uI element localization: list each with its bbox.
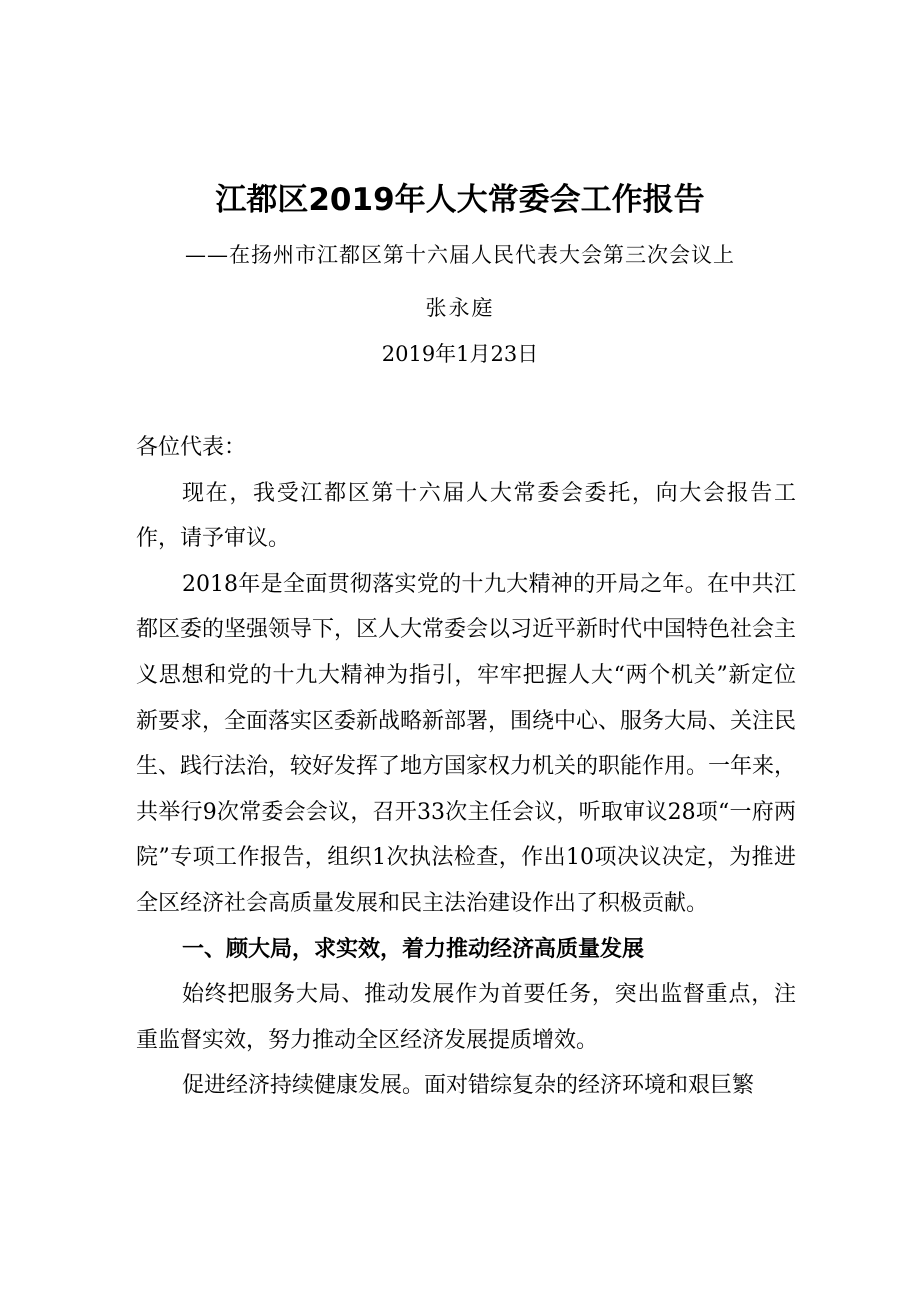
document-date: 2019年1月23日 [381,342,539,366]
body-paragraph: 现在，我受江都区第十六届人大常委会委托，向大会报告工作，请予审议。 [136,480,796,552]
document-author: 张永庭 [425,296,495,320]
section-paragraph: 始终把服务大局、推动发展作为首要任务，突出监督重点，注重监督实效，努力推动全区经济发展提质增效。 [136,982,796,1053]
body-paragraph: 2018年是全面贯彻落实党的十九大精神的开局之年。在中共江都区委的坚强领导下，区人大常委会以习近平新时代中国特色社会主义思想和党的十九大精神为指引，牢牢把握人大“两个机关”新定位新要求，全面落实区委新战略新部署，围绕中心、服务大局、关注民生、践行法治，较好发挥了地方国家权力机关的职能作用。一年来，共举行9次常委会会议，召开33次主任会议，听取审议28项“一府两院”专项工作报告，组织1次执法检查，作出10项决议决定，为推进全区经济社会高质量发展和民主法治建设作出了积极贡献。 [136,571,797,916]
section-heading: 一、顾大局，求实效，着力推动经济高质量发展 [182,936,645,962]
document-subtitle: ——在扬州市江都区第十六届人民代表大会第三次会议上 [185,243,735,267]
salutation: 各位代表： [136,435,247,460]
document-body [136,425,796,1109]
section-paragraph: 促进经济持续健康发展。面对错综复杂的经济环境和艰巨繁 [182,1073,755,1099]
document-title: 江都区2019年人大常委会工作报告 [215,182,705,218]
